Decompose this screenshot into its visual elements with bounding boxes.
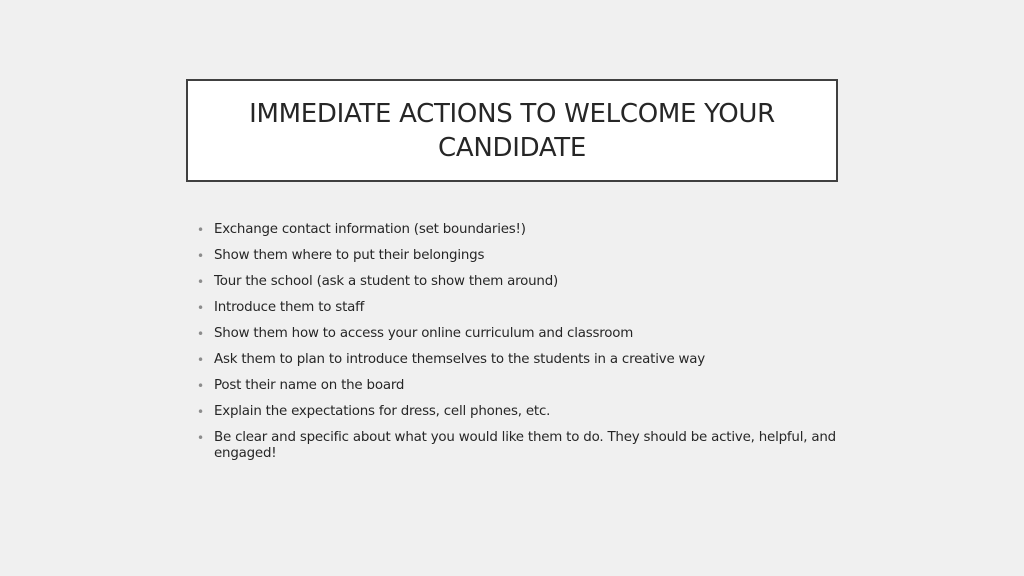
- bullet-text: Exchange contact information (set boundaries!): [214, 222, 526, 237]
- bullet-dot-icon: •: [197, 249, 204, 263]
- bullet-text: Post their name on the board: [214, 378, 405, 393]
- bullet-dot-icon: •: [197, 223, 204, 237]
- bullet-dot-icon: •: [197, 301, 204, 315]
- bullet-dot-icon: •: [197, 379, 204, 393]
- bullet-text: Show them where to put their belongings: [214, 248, 485, 263]
- bullet-item: [196, 378, 836, 394]
- bullet-text: Explain the expectations for dress, cell phones, etc.: [214, 404, 551, 419]
- bullet-item: [196, 352, 836, 368]
- bullet-text: Ask them to plan to introduce themselves to the students in a creative way: [214, 352, 706, 367]
- bullet-list: [196, 222, 836, 472]
- bullet-item: [196, 274, 836, 290]
- bullet-dot-icon: •: [197, 275, 204, 289]
- bullet-text: Tour the school (ask a student to show them around): [214, 274, 559, 289]
- bullet-text: Be clear and specific about what you would like them to do. They should be active, helpful, and engaged!: [214, 430, 836, 461]
- bullet-item: [196, 430, 836, 462]
- bullet-item: [196, 326, 836, 342]
- slide-title: IMMEDIATE ACTIONS TO WELCOME YOUR CANDIDATE: [249, 98, 775, 163]
- bullet-dot-icon: •: [197, 405, 204, 419]
- bullet-dot-icon: •: [197, 327, 204, 341]
- bullet-item: [196, 404, 836, 420]
- bullet-dot-icon: •: [197, 353, 204, 367]
- title-box: [186, 79, 838, 182]
- bullet-text: Show them how to access your online curriculum and classroom: [214, 326, 634, 341]
- bullet-item: [196, 222, 836, 238]
- bullet-text: Introduce them to staff: [214, 300, 365, 315]
- bullet-item: [196, 300, 836, 316]
- bullet-item: [196, 248, 836, 264]
- bullet-dot-icon: •: [197, 431, 204, 445]
